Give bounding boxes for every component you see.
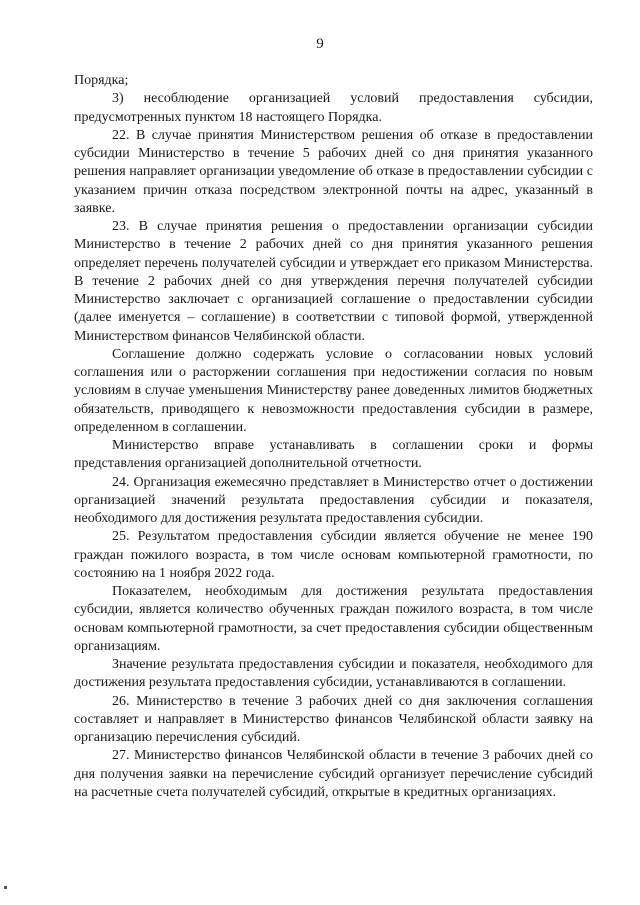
paragraph: Министерство вправе устанавливать в соглашении сроки и формы представления организацией дополнительной отчетности. — [74, 438, 593, 472]
document-body — [74, 72, 593, 802]
paragraph: 23. В случае принятия решения о предоставлении организации субсидии Министерство в течение 2 рабочих дней со дня принятия указанного решения определяет перечень получателей субсидии и утверждает его приказом Министерства. В течение 2 рабочих дней со дня утверждения перечня получателей субсидии Министерство заключает с организацией соглашение о предоставлении субсидии (далее именуется – соглашение) в соответствии с типовой формой, утвержденной Министерством финансов Челябинской области. — [74, 219, 593, 344]
page-number: 9 — [316, 36, 324, 52]
scan-dot — [4, 886, 7, 889]
paragraph: 3) несоблюдение организацией условий предоставления субсидии, предусмотренных пунктом 18 настоящего Порядка. — [74, 91, 593, 125]
paragraph: Соглашение должно содержать условие о согласовании новых условий соглашения или о расторжении соглашения при недостижении согласия по новым условиям в случае уменьшения Министерству ранее доведенных лимитов бюджетных обязательств, приводящего к невозможности предоставления субсидии в размере, определенном в соглашении. — [74, 346, 593, 435]
paragraph: 22. В случае принятия Министерством решения об отказе в предоставлении субсидии Министерство в течение 5 рабочих дней со дня принятия указанного решения направляет организации уведомление об отказе в предоставлении субсидии с указанием причин отказа посредством электронной почты на адрес, указанный в заявке. — [74, 127, 593, 216]
paragraph: Показателем, необходимым для достижения результата предоставления субсидии, является количество обученных граждан пожилого возраста, в том числе основам компьютерной грамотности, за счет предоставления субсидии общественным организациям. — [74, 584, 593, 654]
paragraph: 26. Министерство в течение 3 рабочих дней со дня заключения соглашения составляет и направляет в Министерство финансов Челябинской области заявку на организацию перечисления субсидий. — [74, 693, 593, 745]
paragraph: 27. Министерство финансов Челябинской области в течение 3 рабочих дней со дня получения заявки на перечисление субсидий организует перечисление субсидий на расчетные счета получателей субсидий, открытые в кредитных организациях. — [74, 748, 593, 800]
paragraph: Значение результата предоставления субсидии и показателя, необходимого для достижения результата предоставления субсидии, устанавливаются в соглашении. — [74, 657, 593, 691]
paragraph: 25. Результатом предоставления субсидии является обучение не менее 190 граждан пожилого возраста, в том числе основам компьютерной грамотности, по состоянию на 1 ноября 2022 года. — [74, 529, 593, 581]
paragraph: 24. Организация ежемесячно представляет в Министерство отчет о достижении организацией значений результата предоставления субсидии и показателя, необходимого для достижения результата предоставления субсидии. — [74, 474, 593, 526]
paragraph: Порядка; — [74, 73, 129, 88]
